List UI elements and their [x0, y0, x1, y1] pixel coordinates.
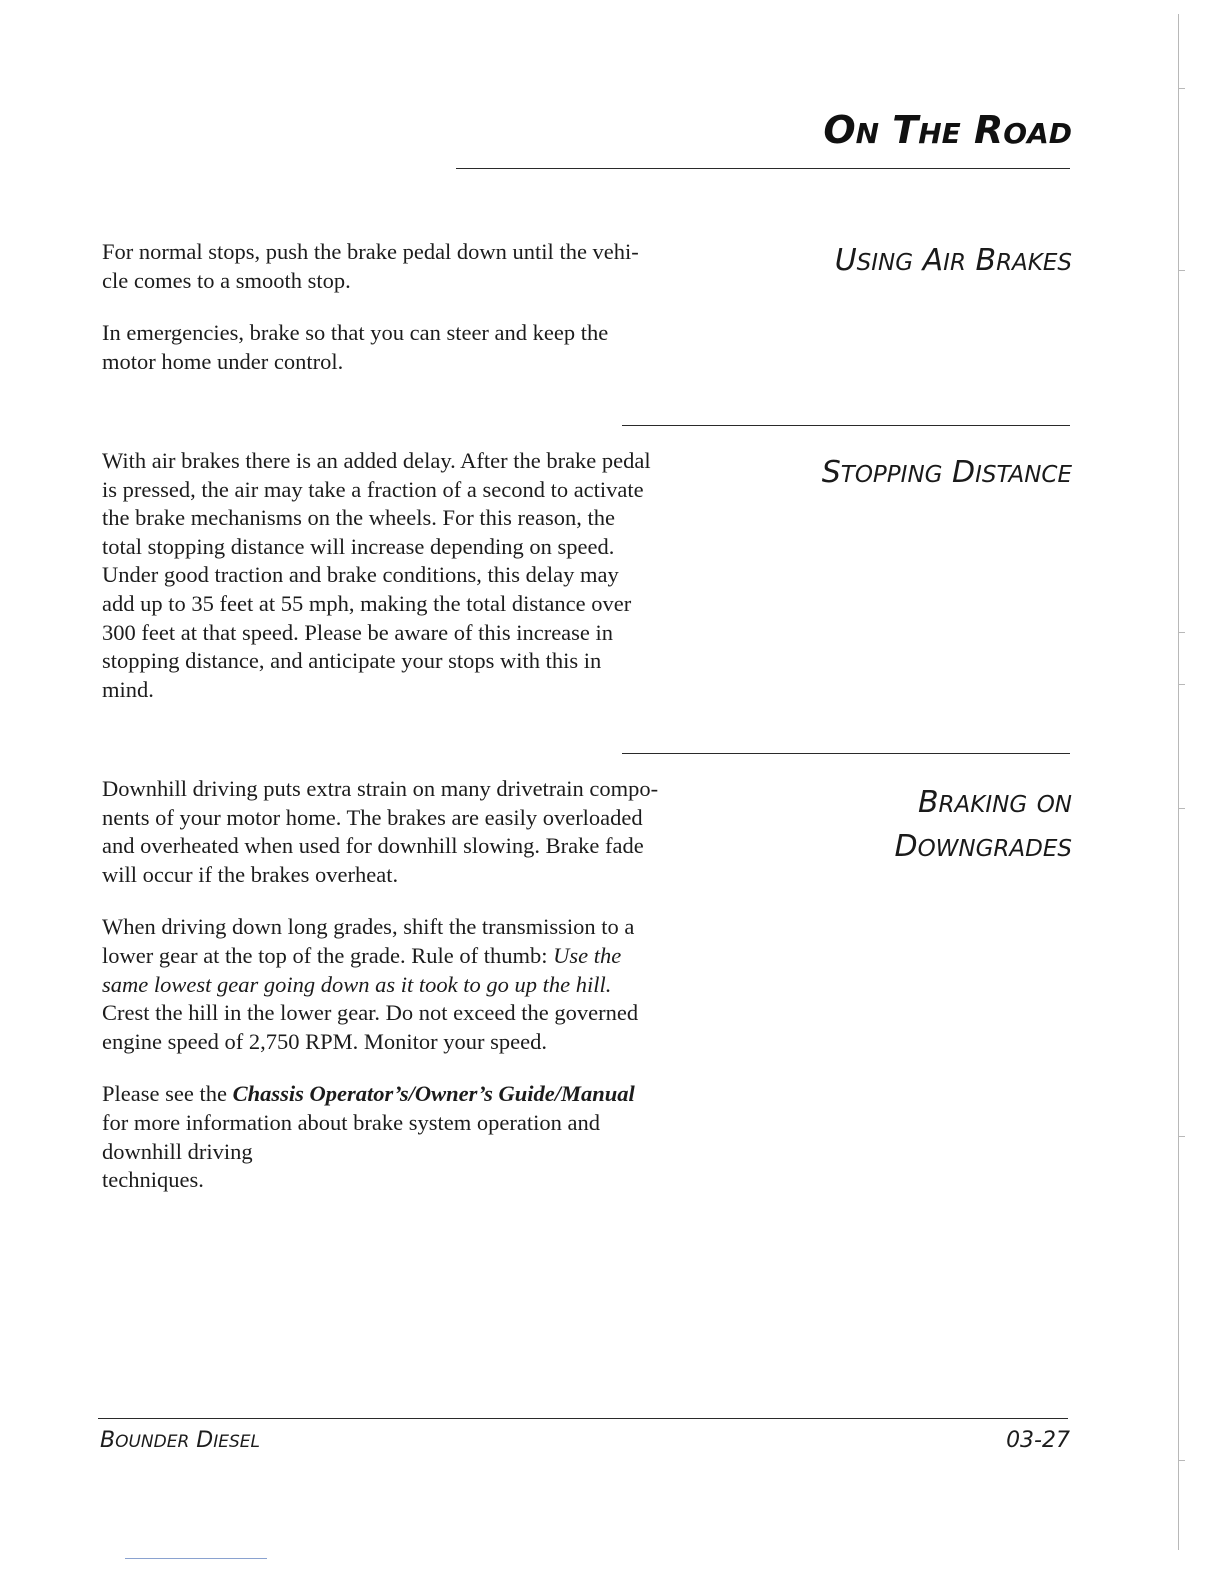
section-body-braking-on-downgrades	[102, 775, 722, 1195]
footer-manual-name: BOUNDER DIESEL	[100, 1428, 260, 1453]
section-body-using-air-brakes	[102, 238, 722, 376]
scan-edge-tick	[1178, 270, 1185, 271]
scan-mark	[125, 1558, 267, 1559]
section-divider	[622, 753, 1070, 754]
section-heading-stopping-distance: STOPPING DISTANCE	[821, 455, 1072, 490]
rule-of-thumb-paragraph: When driving down long grades, shift the transmission to a lower gear at the top of the grade. Rule of thumb: Use the same lowest gear going down as it took to go up the hill. Crest the hill in the lower gear. Do not exceed the governed engine speed of 2,750 RPM. Monitor your speed.	[102, 914, 639, 1054]
section-body-stopping-distance	[102, 447, 722, 704]
section-divider	[622, 425, 1070, 426]
paragraph: For normal stops, push the brake pedal down until the vehi- cle comes to a smooth stop.	[102, 239, 639, 293]
scan-edge-tick	[1178, 1460, 1185, 1461]
scan-edge-tick	[1178, 684, 1185, 685]
manual-title: Chassis Operator’s/Owner’s Guide/Manual	[232, 1081, 635, 1107]
footer-rule	[98, 1418, 1068, 1419]
manual-reference-paragraph: Please see the Chassis Operator’s/Owner’s Guide/Manual for more information about brake system operation and downhill driving techniques.	[102, 1081, 635, 1193]
paragraph: Downhill driving puts extra strain on many drivetrain compo- nents of your motor home. The brakes are easily overloaded and overheated when used for downhill slowing. Brake fade will occur if the brakes overheat.	[102, 776, 659, 887]
scan-edge-tick	[1178, 808, 1185, 809]
paragraph: With air brakes there is an added delay. After the brake pedal is pressed, the air may take a fraction of a second to activate the brake mechanisms on the wheels. For this reason, the total stopping distance will increase depending on speed. Under good traction and brake conditions, this delay may add up to 35 feet at 55 mph, making the total distance over 300 feet at that speed. Please be aware of this increase in stopping distance, and anticipate your stops with this in mind.	[102, 448, 651, 702]
section-heading-braking-on-downgrades	[894, 782, 1072, 870]
heading-line: DOWNGRADES	[894, 829, 1072, 864]
scan-edge-tick	[1178, 1136, 1185, 1137]
scan-edge-tick	[1178, 632, 1185, 633]
paragraph: In emergencies, brake so that you can steer and keep the motor home under control.	[102, 320, 609, 374]
section-heading-using-air-brakes: USING AIR BRAKES	[834, 243, 1072, 278]
scan-edge-tick	[1178, 88, 1185, 89]
heading-line: BRAKING ON	[917, 785, 1072, 820]
header-rule	[456, 168, 1070, 169]
page-number: 03-27	[1006, 1428, 1070, 1453]
scan-edge-line	[1178, 14, 1179, 1550]
chapter-title: ON THE ROAD	[823, 108, 1072, 152]
rule-of-thumb-emphasis: Use the same lowest gear going down as it took to go up the hill.	[102, 942, 622, 997]
